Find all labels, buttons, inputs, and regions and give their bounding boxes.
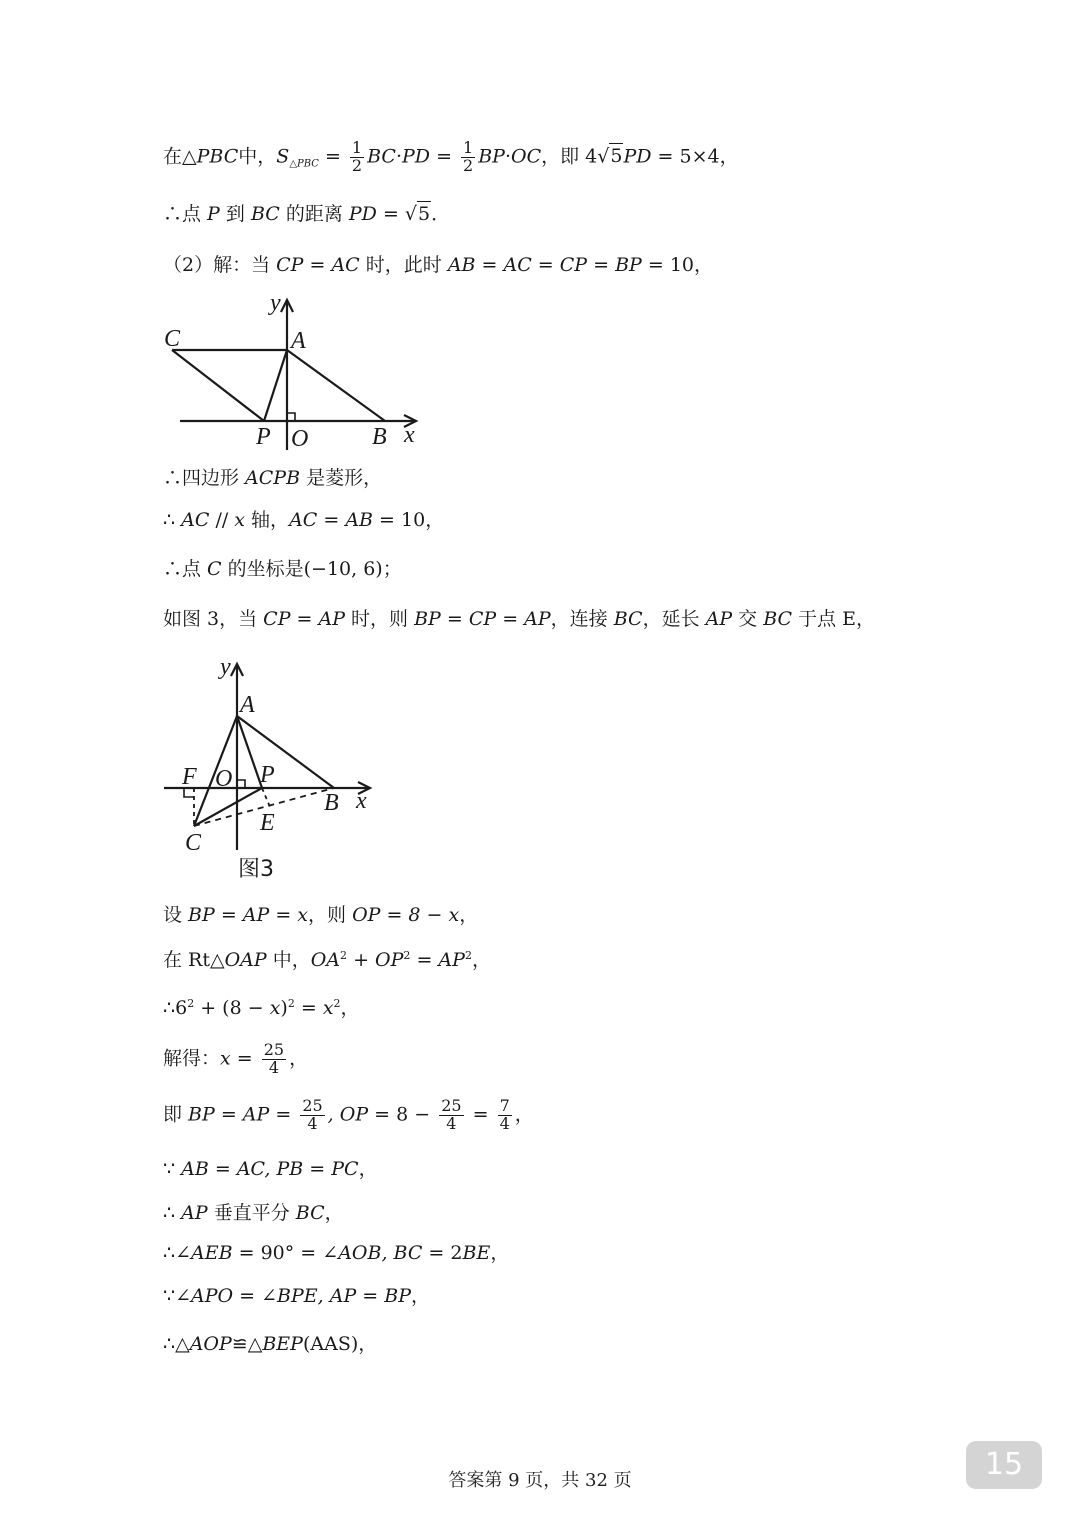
line-distance: ∴点 P 到 BC 的距离 PD = √5． <box>163 203 451 225</box>
page-footer: 答案第 9 页，共 32 页 <box>448 1470 632 1491</box>
label-F: F <box>182 764 197 790</box>
line-let-x: 设 BP = AP = x，则 OP = 8 − x， <box>163 904 479 926</box>
line-congruent: ∴△AOP≌△BEP(AAS)， <box>163 1333 378 1355</box>
label-P: P <box>260 762 275 788</box>
line-bisector: ∴ AP 垂直平分 BC， <box>163 1202 344 1224</box>
line-solve: 解得：x = $\frac{25}{4}$ ， <box>163 1040 309 1077</box>
label-A: A <box>240 692 255 718</box>
fraction: $\frac{7}{4}$ <box>499 1096 510 1133</box>
label-x: x <box>404 422 415 448</box>
line-equation: $\therefore 6^2 + (8 - x)^2 = x^2$， <box>163 997 360 1019</box>
label-O: O <box>291 426 309 452</box>
fraction: $\frac{25}{4}$ <box>302 1096 323 1133</box>
line-because-1: ∵ AB = AC, PB = PC， <box>163 1158 378 1180</box>
line-because-2: ∵∠APO = ∠BPE, AP = BP， <box>163 1285 430 1307</box>
fraction: $\frac{1}{2}$ <box>463 138 474 175</box>
label-C: C <box>164 326 181 352</box>
label-P: P <box>256 424 271 450</box>
line-pythagoras: 在 Rt△OAP 中，$OA^2 + OP^2 = AP^2$， <box>163 949 491 971</box>
fraction: $\frac{25}{4}$ <box>441 1096 462 1133</box>
line-part2-intro: （2）解：当 CP = AC 时，此时 AB = AC = CP = BP = 10， <box>163 254 714 276</box>
label-O: O <box>215 766 233 792</box>
line-point-c: ∴点 C 的坐标是(−10, 6)； <box>163 558 402 580</box>
line-rhombus: ∴四边形 ACPB 是菱形， <box>163 467 383 489</box>
fraction: $\frac{25}{4}$ <box>263 1040 285 1077</box>
line-angles: ∴∠AEB = 90° = ∠AOB, BC = 2BE， <box>163 1242 510 1264</box>
label-E: E <box>260 810 275 836</box>
label-A: A <box>291 328 306 354</box>
label-B: B <box>372 424 387 450</box>
line-area-formula: 在△PBC中，$S_{\triangle PBC}$ = $\frac{1}{2}$ BC·PD = $\frac{1}{2}$ BP·OC，即 4√5PD = 5×4， <box>163 138 739 175</box>
label-B: B <box>324 790 339 816</box>
label-y: y <box>220 654 231 680</box>
label-y: y <box>270 290 281 316</box>
fraction: $\frac{1}{2}$ <box>351 138 363 175</box>
line-values: 即 BP = AP = $\frac{25}{4}$ , OP = 8 − $\frac{25}{4}$ = $\frac{7}{4}$ ， <box>163 1096 534 1133</box>
label-x: x <box>356 788 367 814</box>
line-parallel: ∴ AC // x 轴，AC = AB = 10， <box>163 509 445 531</box>
page-number-badge: 15 <box>966 1441 1042 1489</box>
line-fig3-intro: 如图 3，当 CP = AP 时，则 BP = CP = AP，连接 BC，延长 AP 交 BC 于点 E， <box>163 608 876 630</box>
label-C: C <box>185 830 202 856</box>
figure-caption: 图3 <box>238 857 274 882</box>
